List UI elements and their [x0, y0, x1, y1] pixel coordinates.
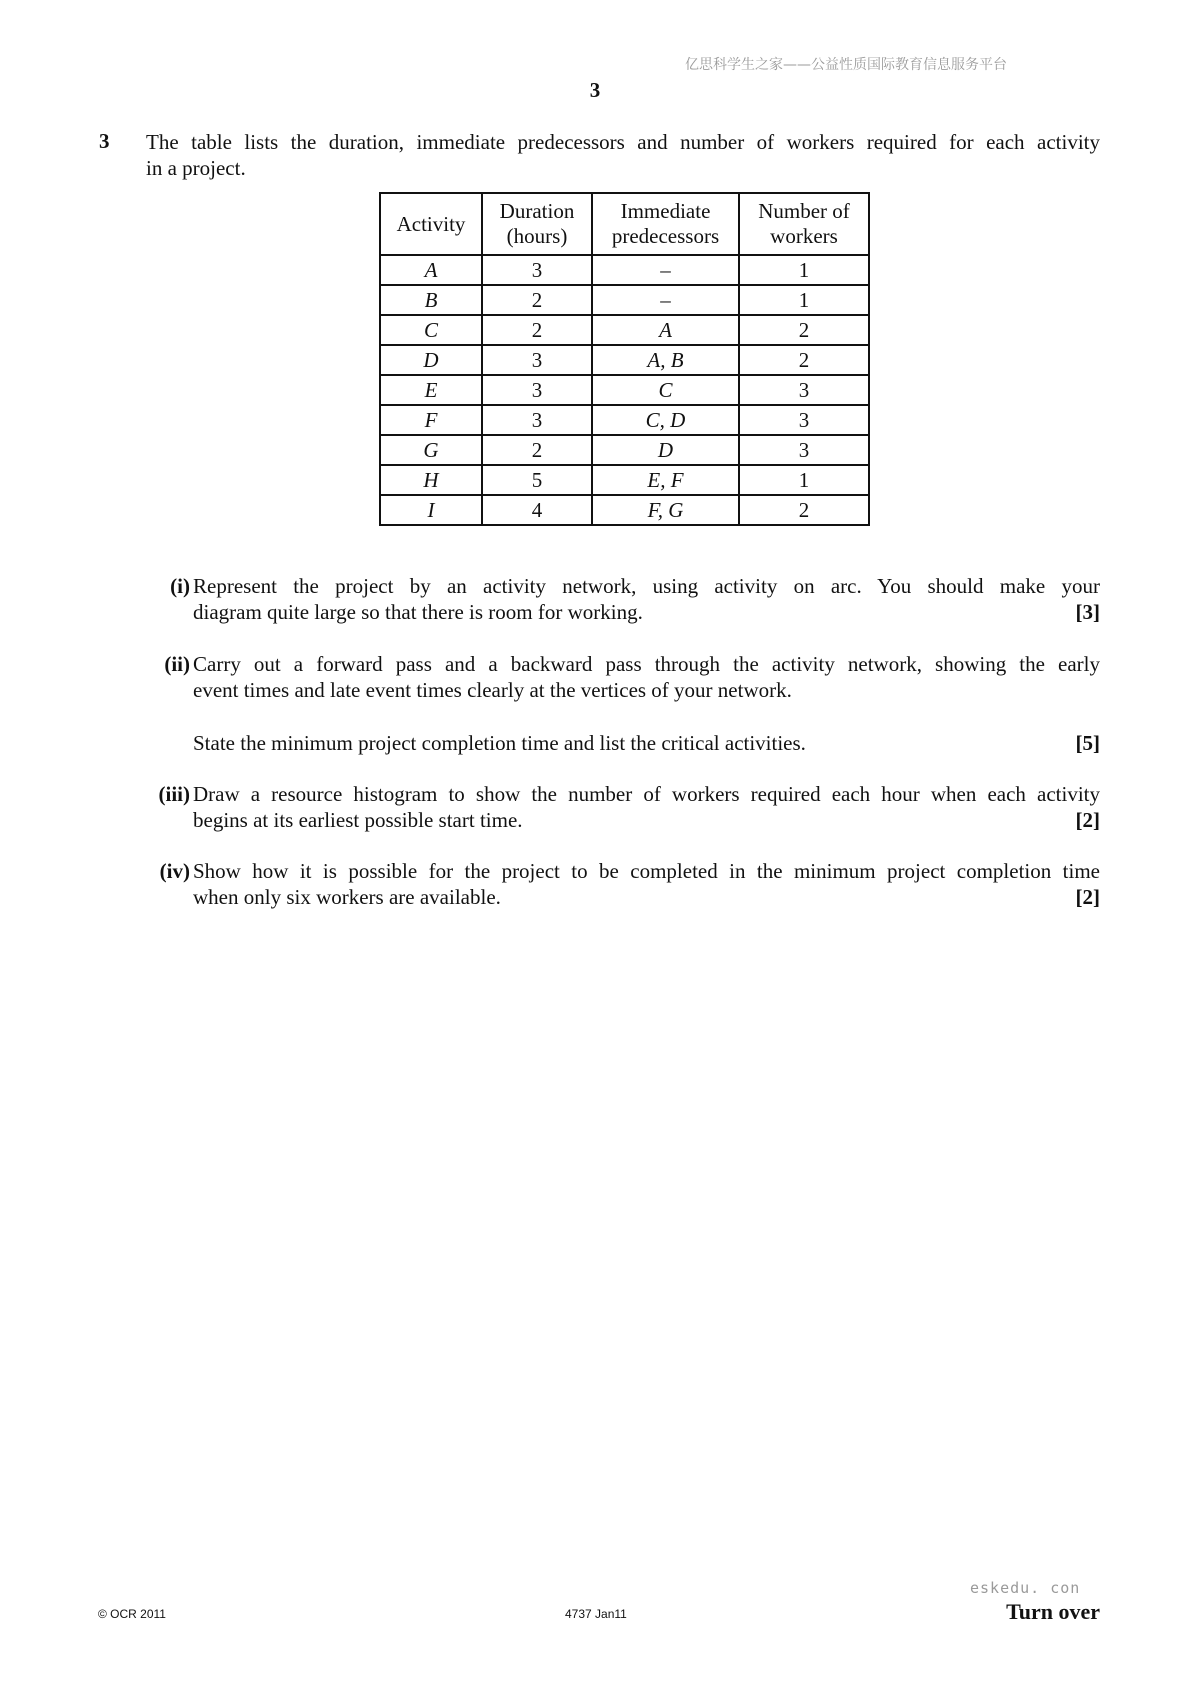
cell-predecessors: F, G	[592, 495, 739, 525]
table-row	[380, 285, 869, 315]
cell-duration: 3	[482, 345, 592, 375]
watermark-text-bottom: eskedu. con	[970, 1579, 1081, 1597]
header-activity	[380, 193, 482, 255]
table-row	[380, 435, 869, 465]
header-line: Number of	[758, 199, 850, 223]
header-workers	[739, 193, 869, 255]
header-duration	[482, 193, 592, 255]
marks-label: [5]	[1075, 731, 1100, 755]
activity-table	[379, 192, 870, 526]
cell-workers: 1	[739, 285, 869, 315]
table-header-row	[380, 193, 869, 255]
part-label: (i)	[170, 574, 190, 598]
table-row	[380, 495, 869, 525]
table-row	[380, 465, 869, 495]
cell-activity: D	[380, 345, 482, 375]
marks-label: [3]	[1075, 600, 1100, 624]
cell-predecessors: A	[592, 315, 739, 345]
turn-over-label: Turn over	[1006, 1599, 1100, 1624]
cell-workers: 3	[739, 405, 869, 435]
watermark-text-top: 亿思科学生之家——公益性质国际教育信息服务平台	[685, 57, 1007, 73]
cell-predecessors: C	[592, 375, 739, 405]
cell-predecessors: A, B	[592, 345, 739, 375]
header-line: workers	[770, 224, 838, 248]
cell-activity: H	[380, 465, 482, 495]
cell-activity: C	[380, 315, 482, 345]
cell-workers: 2	[739, 495, 869, 525]
table-row	[380, 255, 869, 285]
cell-duration: 4	[482, 495, 592, 525]
header-line: Immediate	[620, 199, 711, 223]
part-label: (iv)	[159, 859, 190, 883]
part-text-line: event times and late event times clearly at the vertices of your network.	[193, 678, 792, 702]
part-text-line	[193, 807, 1100, 833]
cell-predecessors: C, D	[592, 405, 739, 435]
cell-duration: 2	[482, 315, 592, 345]
part-body	[193, 858, 1100, 910]
cell-duration: 3	[482, 375, 592, 405]
cell-duration: 2	[482, 435, 592, 465]
question-intro-line: The table lists the duration, immediate predecessors and number of workers required for each activity	[146, 130, 1100, 154]
table-row	[380, 375, 869, 405]
cell-activity: E	[380, 375, 482, 405]
part-label: (ii)	[164, 652, 190, 676]
part-text-line	[193, 599, 1100, 625]
part-text-line	[193, 884, 1100, 910]
cell-predecessors: –	[592, 285, 739, 315]
cell-activity: I	[380, 495, 482, 525]
cell-workers: 1	[739, 465, 869, 495]
part-body	[193, 573, 1100, 625]
cell-predecessors: E, F	[592, 465, 739, 495]
cell-activity: A	[380, 255, 482, 285]
cell-predecessors: D	[592, 435, 739, 465]
page-number: 3	[589, 78, 601, 102]
question-number: 3	[99, 129, 110, 153]
cell-activity: F	[380, 405, 482, 435]
footer-copyright: © OCR 2011	[98, 1607, 166, 1621]
part-text-line	[193, 730, 1100, 756]
part-text-line: Carry out a forward pass and a backward pass through the activity network, showing the early	[193, 652, 1100, 676]
table-row	[380, 405, 869, 435]
header-line: (hours)	[506, 224, 568, 248]
part-body	[193, 781, 1100, 833]
cell-duration: 3	[482, 255, 592, 285]
cell-predecessors: –	[592, 255, 739, 285]
header-predecessors	[592, 193, 739, 255]
marks-label: [2]	[1075, 808, 1100, 832]
footer-paper-code: 4737 Jan11	[565, 1607, 627, 1621]
marks-label: [2]	[1075, 885, 1100, 909]
header-line: predecessors	[611, 224, 720, 248]
cell-activity: G	[380, 435, 482, 465]
cell-workers: 1	[739, 255, 869, 285]
question-intro-line: in a project.	[146, 156, 246, 180]
cell-workers: 3	[739, 375, 869, 405]
cell-workers: 2	[739, 345, 869, 375]
question-intro	[146, 129, 1100, 181]
cell-workers: 3	[739, 435, 869, 465]
cell-duration: 2	[482, 285, 592, 315]
part-text-line: Represent the project by an activity network, using activity on arc. You should make your	[193, 574, 1100, 598]
part-label: (iii)	[158, 782, 190, 806]
part-text: diagram quite large so that there is room for working.	[193, 600, 643, 624]
table-row	[380, 345, 869, 375]
part-text: when only six workers are available.	[193, 885, 501, 909]
table-row	[380, 315, 869, 345]
part-text: begins at its earliest possible start time.	[193, 808, 523, 832]
header-line: Duration	[499, 199, 575, 223]
cell-workers: 2	[739, 315, 869, 345]
cell-duration: 5	[482, 465, 592, 495]
part-text-line: Draw a resource histogram to show the number of workers required each hour when each activity	[193, 782, 1100, 806]
part-text-line: Show how it is possible for the project to be completed in the minimum project completion time	[193, 859, 1100, 883]
cell-activity: B	[380, 285, 482, 315]
cell-duration: 3	[482, 405, 592, 435]
part-body	[193, 651, 1100, 756]
header-line: Activity	[396, 211, 466, 236]
part-text: State the minimum project completion time and list the critical activities.	[193, 731, 806, 755]
